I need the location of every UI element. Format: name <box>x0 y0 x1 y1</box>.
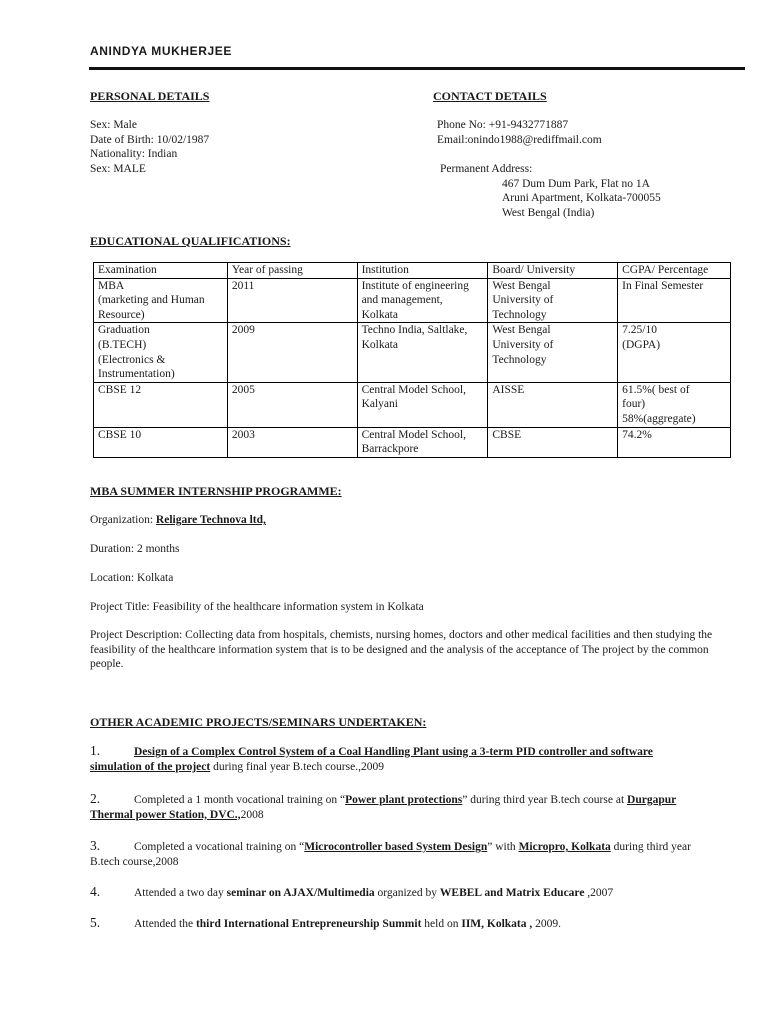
education-cell <box>227 323 357 382</box>
project-item <box>90 916 710 932</box>
personal-details-heading: PERSONAL DETAILS <box>90 89 210 103</box>
education-cell <box>618 382 731 427</box>
cell-line: Central Model School, <box>361 383 467 396</box>
cell-line: Kalyani <box>361 398 398 411</box>
education-cell <box>94 382 228 427</box>
address-line: 467 Dum Dum Park, Flat no 1A <box>502 177 650 190</box>
cell-line: Kolkata <box>361 308 398 321</box>
cell-line: 7.25/10 <box>622 324 657 337</box>
item-text: seminar on AJAX/Multimedia <box>226 887 375 899</box>
education-cell <box>488 382 618 427</box>
internship-organization <box>90 513 266 528</box>
contact-details-heading: CONTACT DETAILS <box>433 89 547 103</box>
column-header: Institution <box>357 263 488 279</box>
organization-name: Religare Technova ltd, <box>155 514 266 526</box>
column-header: Examination <box>94 263 228 279</box>
item-text: third International Entrepreneurship Summit <box>195 918 422 930</box>
item-text: Micropro, Kolkata <box>518 841 611 853</box>
item-text: during third year B.tech course,2008 <box>90 841 691 868</box>
cell-line: 61.5%( best of <box>622 383 690 396</box>
organization-label: Organization: <box>90 514 156 526</box>
cell-line: West Bengal <box>492 324 551 337</box>
cell-line: (marketing and Human <box>98 294 205 307</box>
cell-line: AISSE <box>492 383 525 396</box>
item-text: Microcontroller based System Design <box>304 841 488 853</box>
cell-line: CBSE 12 <box>98 383 142 396</box>
cell-line: In Final Semester <box>622 279 704 292</box>
education-table <box>93 262 731 458</box>
project-item <box>90 839 710 869</box>
item-text: Completed a vocational training on “ <box>134 841 305 853</box>
education-cell <box>488 323 618 382</box>
item-number: 3. <box>90 838 101 853</box>
education-cell <box>618 278 731 323</box>
cell-line: 2005 <box>231 383 255 396</box>
item-text: organized by <box>374 887 440 899</box>
education-row <box>94 323 731 382</box>
address-block <box>502 177 661 221</box>
cell-line: CBSE <box>492 428 522 441</box>
cell-line: Central Model School, <box>361 428 467 441</box>
cell-line: University of <box>492 294 554 307</box>
cell-line: Institute of engineering <box>361 279 469 292</box>
cell-line: (B.TECH) <box>98 338 147 351</box>
item-number: 4. <box>90 884 101 899</box>
education-cell <box>488 427 618 457</box>
education-row <box>94 427 731 457</box>
item-text: Attended the <box>134 918 196 930</box>
item-text: ” with <box>487 841 519 853</box>
cell-line: Barrackpore <box>361 443 419 456</box>
column-header: Board/ University <box>488 263 618 279</box>
project-title: Project Title: Feasibility of the healthcare information system in Kolkata <box>90 601 424 613</box>
cell-line: 2003 <box>231 428 255 441</box>
item-text: Power plant protections <box>345 794 463 806</box>
cell-line: and management, <box>361 294 443 307</box>
education-cell <box>357 427 488 457</box>
item-text: WEBEL and Matrix Educare <box>439 887 585 899</box>
cell-line: University of <box>492 338 554 351</box>
education-cell <box>618 427 731 457</box>
item-text: during final year B.tech course.,2009 <box>210 760 384 773</box>
cell-line: Technology <box>492 353 547 366</box>
cell-line: Techno India, Saltlake, <box>361 324 468 337</box>
education-cell <box>357 382 488 427</box>
address-label: Permanent Address: <box>440 163 533 175</box>
cell-line: 2011 <box>231 279 255 292</box>
cell-line: Graduation <box>98 324 150 337</box>
education-cell <box>94 278 228 323</box>
education-cell <box>488 278 618 323</box>
item-number: 5. <box>90 915 101 930</box>
internship-duration: Duration: 2 months <box>90 543 180 555</box>
education-row <box>94 382 731 427</box>
education-cell <box>618 323 731 382</box>
item-number: 2. <box>90 791 101 806</box>
address-line: West Bengal (India) <box>502 206 595 219</box>
education-cell <box>94 323 228 382</box>
education-cell <box>357 323 488 382</box>
personal-line: Nationality: Indian <box>90 148 178 161</box>
project-item <box>90 744 670 774</box>
cell-line: 74.2% <box>622 428 652 441</box>
cell-line: (Electronics & <box>98 353 166 366</box>
cell-line: CBSE 10 <box>98 428 142 441</box>
item-text: Completed a 1 month vocational training on “ <box>134 794 346 806</box>
projects-heading: OTHER ACADEMIC PROJECTS/SEMINARS UNDERTAKEN: <box>90 715 427 729</box>
cell-line: (DGPA) <box>622 338 661 351</box>
item-text: IIM, Kolkata , <box>461 918 533 930</box>
item-text: 2009. <box>532 918 562 930</box>
personal-details-block <box>90 118 209 176</box>
header-divider <box>89 67 745 70</box>
education-cell <box>227 278 357 323</box>
address-line: Aruni Apartment, Kolkata-700055 <box>502 192 661 205</box>
cell-line: Instrumentation) <box>98 368 175 381</box>
column-header: Year of passing <box>227 263 357 279</box>
cell-line: 2009 <box>231 324 255 337</box>
cell-line: MBA <box>98 279 125 292</box>
education-row <box>94 278 731 323</box>
item-text: 2008 <box>240 808 264 821</box>
education-cell <box>227 382 357 427</box>
education-cell <box>227 427 357 457</box>
education-heading: EDUCATIONAL QUALIFICATIONS: <box>90 234 291 248</box>
cell-line: four) <box>622 398 646 411</box>
education-cell <box>94 427 228 457</box>
item-text: ” during third year B.tech course at <box>462 794 628 806</box>
personal-line: Sex: MALE <box>90 162 146 175</box>
item-text: held on <box>421 918 462 930</box>
cell-line: Technology <box>492 308 547 321</box>
internship-heading: MBA SUMMER INTERNSHIP PROGRAMME: <box>90 484 342 498</box>
cell-line: Resource) <box>98 308 145 321</box>
cell-line: Kolkata <box>361 338 398 351</box>
internship-location: Location: Kolkata <box>90 572 174 584</box>
personal-line: Date of Birth: 10/02/1987 <box>90 133 210 146</box>
candidate-name: ANINDYA MUKHERJEE <box>90 44 233 58</box>
contact-phone: Phone No: +91-9432771887 <box>437 119 569 131</box>
project-description: Project Description: Collecting data from hospitals, chemists, nursing homes, doctors and other medical facilities and then studying the feasibility of the healthcare information system that is to be designed and the analysis of the acceptance of The project by the common people. <box>90 629 713 671</box>
column-header: CGPA/ Percentage <box>618 263 731 279</box>
education-cell <box>357 278 488 323</box>
item-number: 1. <box>90 743 101 758</box>
item-text: Attended a two day <box>134 887 227 899</box>
education-header-row <box>94 263 731 279</box>
personal-line: Sex: Male <box>90 119 137 131</box>
item-text: Durgapur Thermal power Station, DVC., <box>90 794 677 821</box>
item-text: Design of a Complex Control System of a Coal Handling Plant using a 3-term PID controller and software simulation of the project <box>90 746 653 773</box>
project-item <box>90 792 690 822</box>
cell-line: 58%(aggregate) <box>622 412 696 425</box>
item-text: ,2007 <box>584 887 614 899</box>
project-item <box>90 885 710 901</box>
contact-email: Email:onindo1988@rediffmail.com <box>437 133 602 146</box>
cell-line: West Bengal <box>492 279 551 292</box>
